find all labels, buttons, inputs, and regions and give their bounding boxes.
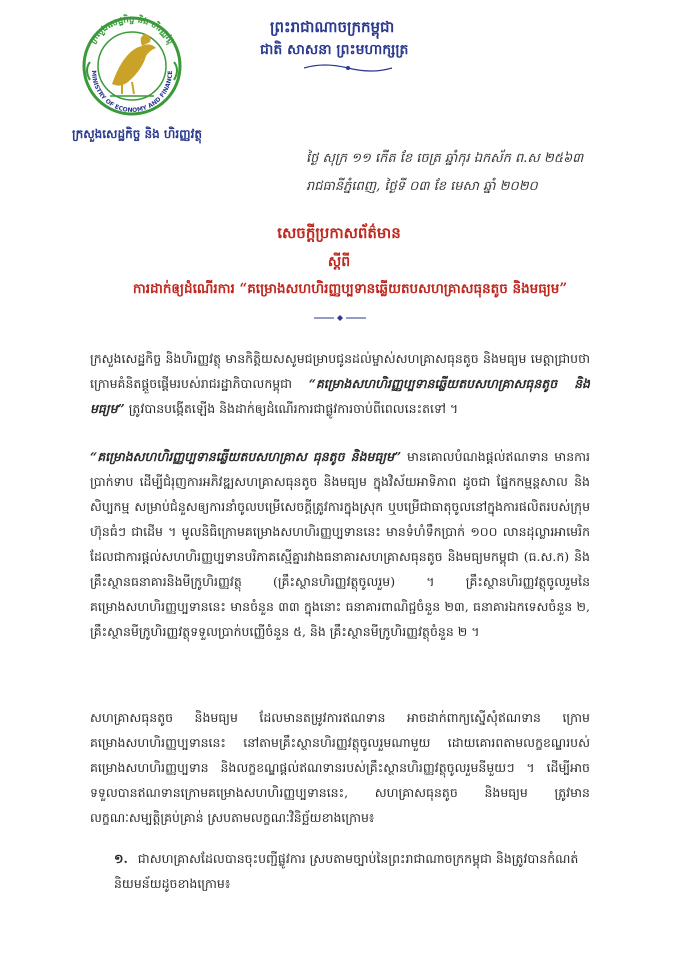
national-motto: ជាតិ សាសនា ព្រះមហាក្សត្រ	[260, 42, 409, 58]
ornament-divider-icon	[300, 62, 396, 74]
kingdom-name: ព្រះរាជាណាចក្រកម្ពុជា	[270, 18, 395, 36]
seal-ring-text-bottom: MINISTRY OF ECONOMY AND FINANCE	[89, 70, 175, 115]
subject-title: ការដាក់ឲ្យដំណើរការ “គម្រោងសហហិរញ្ញប្បទានឆ្លើយតបសហគ្រាសធុនតូច និងមធ្យម”	[132, 281, 568, 297]
paragraph-2-text: មានគោលបំណងផ្តល់ឥណទាន មានការប្រាក់ទាប ដើម្បីជំរុញការអភិវឌ្ឍសហគ្រាសធុនតូច និងមធ្យម ក្នុងវិស័យអាទិភាព ដូចជា ផ្នែកកម្មន្តសាល និងសិប្បកម្ម សម្រាប់ជំនួសឲ្យការនាំចូលបម្រើសេចក្តីត្រូវការក្នុងស្រុក ឬបម្រើជាធាតុចូលនៅក្នុងការផលិតរបស់ក្រុមហ៊ុនធំៗ ជាដើម ។ មូលនិធិក្រោមគម្រោងសហហិរញ្ញប្បទាននេះ មានទំហំទឹកប្រាក់ ១០០ លានដុល្លារអាមេរិក ដែលជាការផ្តល់សហហិរញ្ញប្បទានបរិភាគស្មើគ្នារវាងធនាគារសហគ្រាសធុនតូច និងមធ្យមកម្ពុជា (ធ.ស.ក) និងគ្រឹះស្ថានធនាគារនិងមីក្រូហិរញ្ញវត្ថុ (គ្រឹះស្ថានហិរញ្ញវត្ថុចូលរួម) ។ គ្រឹះស្ថានហិរញ្ញវត្ថុចូលរួមនៃគម្រោងសហហិរញ្ញប្បទាននេះ មានចំនួន ៣៣ ក្នុងនោះ ធនាគារពាណិជ្ជចំនួន ២៣, ធនាគារឯកទេសចំនួន ២, គ្រឹះស្ថានមីក្រូហិរញ្ញវត្ថុទទួលប្រាក់បញ្ញើចំនួន ៥, និង គ្រឹះស្ថានមីក្រូហិរញ្ញវត្ថុចំនួន ២ ។	[90, 449, 590, 639]
svg-text:ក្រសួងសេដ្ឋកិច្ច និង ហិរញ្ញវត្	[88, 13, 176, 46]
paragraph-3	[90, 705, 590, 830]
document-type: សេចក្តីប្រកាសព័ត៌មាន	[277, 224, 401, 242]
criteria-item-number: ១.	[114, 851, 128, 866]
paragraph-1	[90, 346, 590, 421]
title-separator-icon	[312, 314, 368, 322]
program-name-emphasis: “គម្រោងសហហិរញ្ញប្បទានឆ្លើយតបសហគ្រាស ធុនតូច និងមធ្យម”	[90, 449, 402, 464]
paragraph-1-text-b: ត្រូវបានបង្កើតឡើង និងដាក់ឲ្យដំណើរការជាផ្លូវការចាប់ពីពេលនេះតទៅ ។	[128, 401, 459, 416]
paragraph-3-text: សហគ្រាសធុនតូច និងមធ្យម ដែលមានតម្រូវការឥណទាន អាចដាក់ពាក្យស្នើសុំឥណទាន ក្រោមគម្រោងសហហិរញ្ញប្បទាននេះ នៅតាមគ្រឹះស្ថានហិរញ្ញវត្ថុចូលរួមណាមួយ ដោយគោរពតាមលក្ខខណ្ឌរបស់គម្រោងសហហិរញ្ញប្បទាន និងលក្ខខណ្ឌផ្តល់ឥណទានរបស់គ្រឹះស្ថានហិរញ្ញវត្ថុចូលរួមនីមួយៗ ។ ដើម្បីអាចទទួលបានឥណទានក្រោមគម្រោងសហហិរញ្ញប្បទាននេះ, សហគ្រាសធុនតូច និងមធ្យម ត្រូវមានលក្ខណៈសម្បត្តិគ្រប់គ្រាន់ ស្របតាមលក្ខណៈវិនិច្ឆ័យខាងក្រោម៖	[90, 710, 590, 825]
subject-word: ស្តីពី	[327, 254, 351, 270]
paragraph-2	[90, 444, 590, 644]
criteria-item-1	[114, 846, 590, 896]
ministry-name: ក្រសួងសេដ្ឋកិច្ច និង ហិរញ្ញវត្ថុ	[72, 127, 202, 141]
lunar-date: ថ្ងៃ សុក្រ ១១ កើត ខែ ចេត្រ ឆ្នាំកុរ ឯកស័ក ព.ស ២៥៦៣	[306, 151, 584, 166]
criteria-item-text: ជាសហគ្រាសដែលបានចុះបញ្ជីផ្លូវការ ស្របតាមច្បាប់នៃព្រះរាជាណាចក្រកម្ពុជា និងត្រូវបានកំណត់និយមន័យដូចខាងក្រោម៖	[114, 851, 579, 891]
paragraph-1-text-a: ក្រសួងសេដ្ឋកិច្ច និងហិរញ្ញវត្ថុ មានកិត្តិយសសូមជម្រាបជូនដល់ម្ចាស់សហគ្រាសធុនតូច និងមធ្យម មេត្តាជ្រាបថា ក្រោមគំនិតផ្តួចផ្តើមរបស់រាជរដ្ឋាភិបាលកម្ពុជា	[90, 351, 590, 391]
seal-ring-text-top: ក្រសួងសេដ្ឋកិច្ច និង ហិរញ្ញវត្ថុ	[87, 14, 177, 46]
solar-date: រាជធានីភ្នំពេញ, ថ្ងៃទី ០៣ ខែ មេសា ឆ្នាំ ២០២០	[306, 179, 538, 194]
ministry-seal-icon	[72, 10, 192, 116]
program-name-emphasis: “គម្រោងសហហិរញ្ញប្បទានឆ្លើយតបសហគ្រាសធុនតូច និងមធ្យម”	[90, 376, 590, 416]
